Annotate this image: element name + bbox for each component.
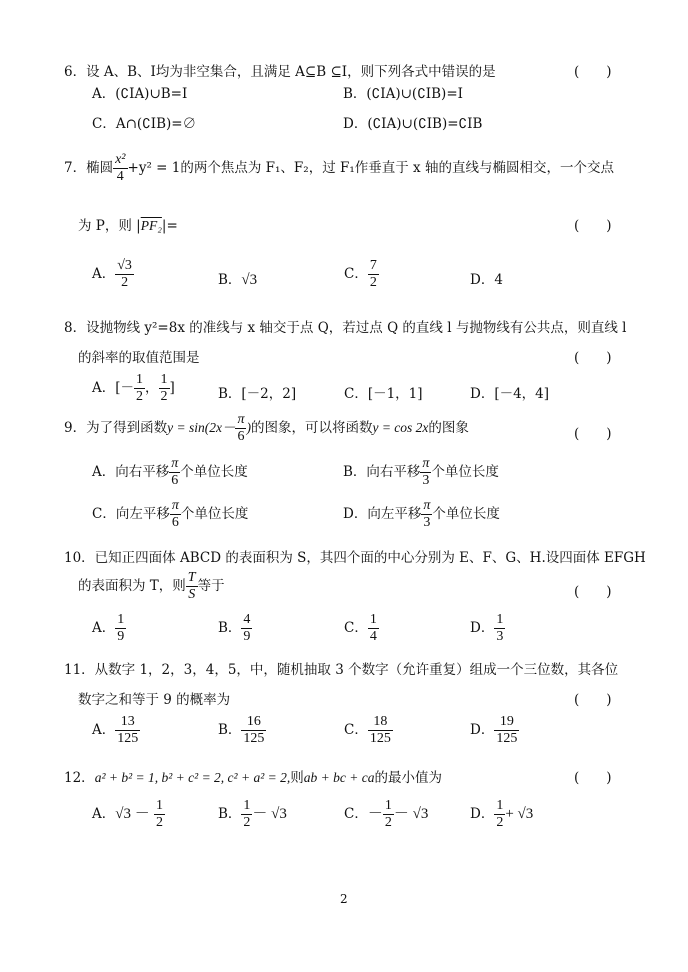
- q10-option-b: B． $\frac{4}{9}$: [218, 612, 251, 645]
- q6-option-a: A．(∁IA)∪B=I: [92, 86, 188, 102]
- q8-answer-paren: ( ): [574, 350, 612, 366]
- q12-option-a: A．√3 － $\frac{1}{2}$: [92, 798, 164, 831]
- q7-stem-b: +y² = 1的两个焦点为 F₁、F₂，过 F₁作垂直于 x 轴的直线与椭圆相交，一个交点: [127, 160, 614, 177]
- q7-option-d: D．4: [470, 272, 503, 288]
- q12-answer-paren: ( ): [574, 770, 612, 786]
- q9-answer-paren: ( ): [574, 426, 612, 442]
- q9-option-d: D．向左平移 $\frac{\pi}{3}$ 个单位长度: [343, 498, 500, 531]
- q7-stem-line2: 为 P，则 |PF₂|=: [78, 218, 178, 234]
- q6-answer-paren: ( ): [574, 64, 612, 80]
- q10-answer-paren: ( ): [574, 584, 612, 600]
- q7-option-a: A． $\frac{√3}{2}$: [92, 258, 132, 291]
- q7-number: 7．: [64, 160, 87, 177]
- q7-answer-paren: ( ): [574, 218, 612, 234]
- q6-option-d: D．(∁IA)∪(∁IB)=∁IB: [343, 116, 483, 132]
- q8-stem-line1: 8．设抛物线 y²=8x 的准线与 x 轴交于点 Q，若过点 Q 的直线 l 与抛物线有公共点，则直线 l: [64, 320, 627, 336]
- q10-stem-line2: 的表面积为 T，则 $\frac{T}{S}$ 等于: [78, 570, 225, 603]
- q6-stem: 6．设 A、B、I均为非空集合，且满足 A⊆B ⊆I，则下列各式中错误的是: [64, 64, 496, 80]
- q11-stem-line1: 11．从数字 1，2，3，4，5，中，随机抽取 3 个数字（允许重复）组成一个三位数，其各位: [64, 662, 619, 678]
- q9-option-c: C．向左平移 $\frac{\pi}{6}$ 个单位长度: [92, 498, 249, 531]
- page-number: 2: [340, 892, 348, 906]
- q6-option-c: C．A∩(∁IB)=∅: [92, 116, 197, 132]
- q8-option-a: A．[－ $\frac{1}{2}$ ， $\frac{1}{2}$ ]: [92, 372, 175, 405]
- q7-stem-a: 椭圆: [86, 160, 114, 177]
- q11-option-d: D． $\frac{19}{125}$: [470, 714, 518, 747]
- q11-option-b: B． $\frac{16}{125}$: [218, 714, 265, 747]
- q6-option-b: B．(∁IA)∪(∁IB)=I: [343, 86, 463, 102]
- q11-option-c: C． $\frac{18}{125}$: [344, 714, 391, 747]
- q10-option-a: A． $\frac{1}{9}$: [92, 612, 125, 645]
- q7-option-c: C． $\frac{7}{2}$: [344, 258, 377, 291]
- q9-stem: 9．为了得到函数y = sin(2x－ $\frac{\pi}{6}$ )的图象，可以将函数y = cos 2x的图象: [64, 412, 469, 445]
- q8-option-b: B．[－2，2]: [218, 386, 297, 402]
- q11-stem-line2: 数字之和等于 9 的概率为: [78, 692, 231, 708]
- q7-option-b: B．√3: [218, 272, 258, 288]
- q12-condition: a² + b² = 1, b² + c² = 2, c² + a² = 2,: [94, 770, 291, 785]
- q8-option-d: D．[－4，4]: [470, 386, 550, 402]
- q12-stem: 12．a² + b² = 1, b² + c² = 2, c² + a² = 2,则ab + bc + ca的最小值为: [64, 770, 442, 786]
- q12-option-b: B． $\frac{1}{2}$ － √3: [218, 798, 287, 831]
- q8-option-c: C．[－1，1]: [344, 386, 423, 402]
- q9-option-a: A．向右平移 $\frac{\pi}{6}$ 个单位长度: [92, 456, 248, 489]
- q8-stem-line2: 的斜率的取值范围是: [78, 350, 200, 366]
- q7-vector-pf2: PF₂: [140, 218, 162, 233]
- q10-stem-line1: 10．已知正四面体 ABCD 的表面积为 S，其四个面的中心分别为 E、F、G、H.设四面体 EFGH: [64, 550, 646, 566]
- q12-option-c: C．－ $\frac{1}{2}$ － √3: [344, 798, 429, 831]
- q7-ellipse-fraction: $\frac{\text{x²}}{4}$: [115, 152, 126, 185]
- q11-answer-paren: ( ): [574, 692, 612, 708]
- q10-option-d: D． $\frac{1}{3}$: [470, 612, 504, 645]
- q12-option-d: D． $\frac{1}{2}$ + √3: [470, 798, 534, 831]
- q10-option-c: C． $\frac{1}{4}$: [344, 612, 377, 645]
- q11-option-a: A． $\frac{13}{125}$: [92, 714, 139, 747]
- q7-stem-line1: [64, 152, 614, 185]
- q9-option-b: B．向右平移 $\frac{\pi}{3}$ 个单位长度: [343, 456, 499, 489]
